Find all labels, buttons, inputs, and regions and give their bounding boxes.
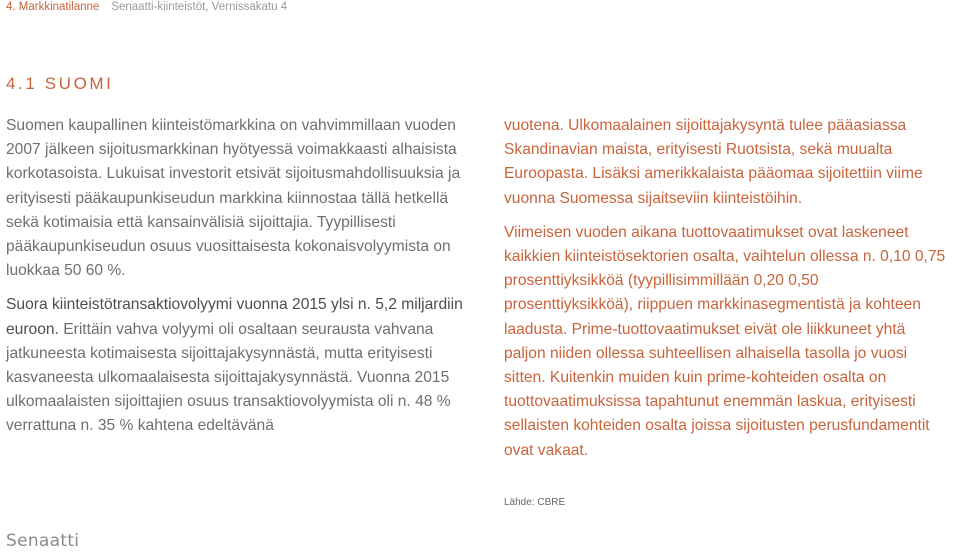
left-text-column xyxy=(6,114,476,439)
address-label: Senaatti-kiinteistöt, Vernissakatu 4 xyxy=(111,1,288,13)
section-label: 4. Markkinatilanne xyxy=(6,1,100,13)
right-paragraph-1: vuotena. Ulkomaalainen sijoittajakysyntä tulee pääasiassa Skandinavian maista, erityisesti Ruotsista, sekä muualta Euroopasta. Lisäksi amerikkalaista pääomaa sijoitettiin viime vuonna Suomessa sijaitseviin kiinteistöihin. xyxy=(504,117,923,207)
page-header xyxy=(6,0,287,14)
source-note: Lähde: CBRE xyxy=(504,497,566,508)
transaction-volume-highlight: Suora kiinteistötransaktiovolyymi vuonna 2015 ylsi n. 5,2 miljardiin euroon. xyxy=(6,296,463,338)
left-paragraph-1: Suomen kaupallinen kiinteistömarkkina on vahvimmillaan vuoden 2007 jälkeen sijoitusmarkkinan hyötyessä voimakkaasti alhaisista korkotasoista. Lukuisat investorit etsivät sijoitusmahdollisuuksia ja erityisesti pääkaupunkiseudun markkina kiinnostaa tällä hetkellä sekä kotimaisia että kansainvälisiä sijoittajia. Tyypillisesti pääkaupunkiseudun osuus vuosittaisesta kokonaisvolyymista on luokkaa 50 60 %. xyxy=(6,117,461,280)
right-paragraph-2: Viimeisen vuoden aikana tuottovaatimukset ovat laskeneet kaikkien kiinteistösektorien osalta, vaihtelun ollessa n. 0,10 0,75 prosenttiyksikköä (tyypillisimmillään 0,20 0,50 prosenttiyksikköä), riippuen markkinasegmentistä ja kohteen laadusta. Prime-tuottovaatimukset eivät ole liikkuneet yhtä paljon niiden ollessa suhteellisen alhaisella tasolla jo vuosi sitten. Kuitenkin muiden kuin prime-kohteiden osalta on tuottovaatimuksissa tapahtunut enemmän laskua, erityisesti sellaisten kohteiden osalta joissa sijoitusten perusfundamentit ovat vakaat. xyxy=(504,223,946,459)
left-paragraph-2 xyxy=(6,293,476,438)
senaatti-logo: Senaatti xyxy=(6,531,80,551)
right-text-column xyxy=(504,114,949,463)
section-title: 4.1 SUOMI xyxy=(6,74,114,93)
left-paragraph-2-body: Erittäin vahva volyymi oli osaltaan seurausta vahvana jatkuneesta kotimaisesta sijoittajakysynnästä, mutta erityisesti kasvaneesta ulkomaalaisesta sijoittajakysynnästä. Vuonna 2015 ulkomaalaisten sijoittajien osuus transaktiovolyymista oli n. 48 % verrattuna n. 35 % kahtena edeltävänä xyxy=(6,320,451,435)
